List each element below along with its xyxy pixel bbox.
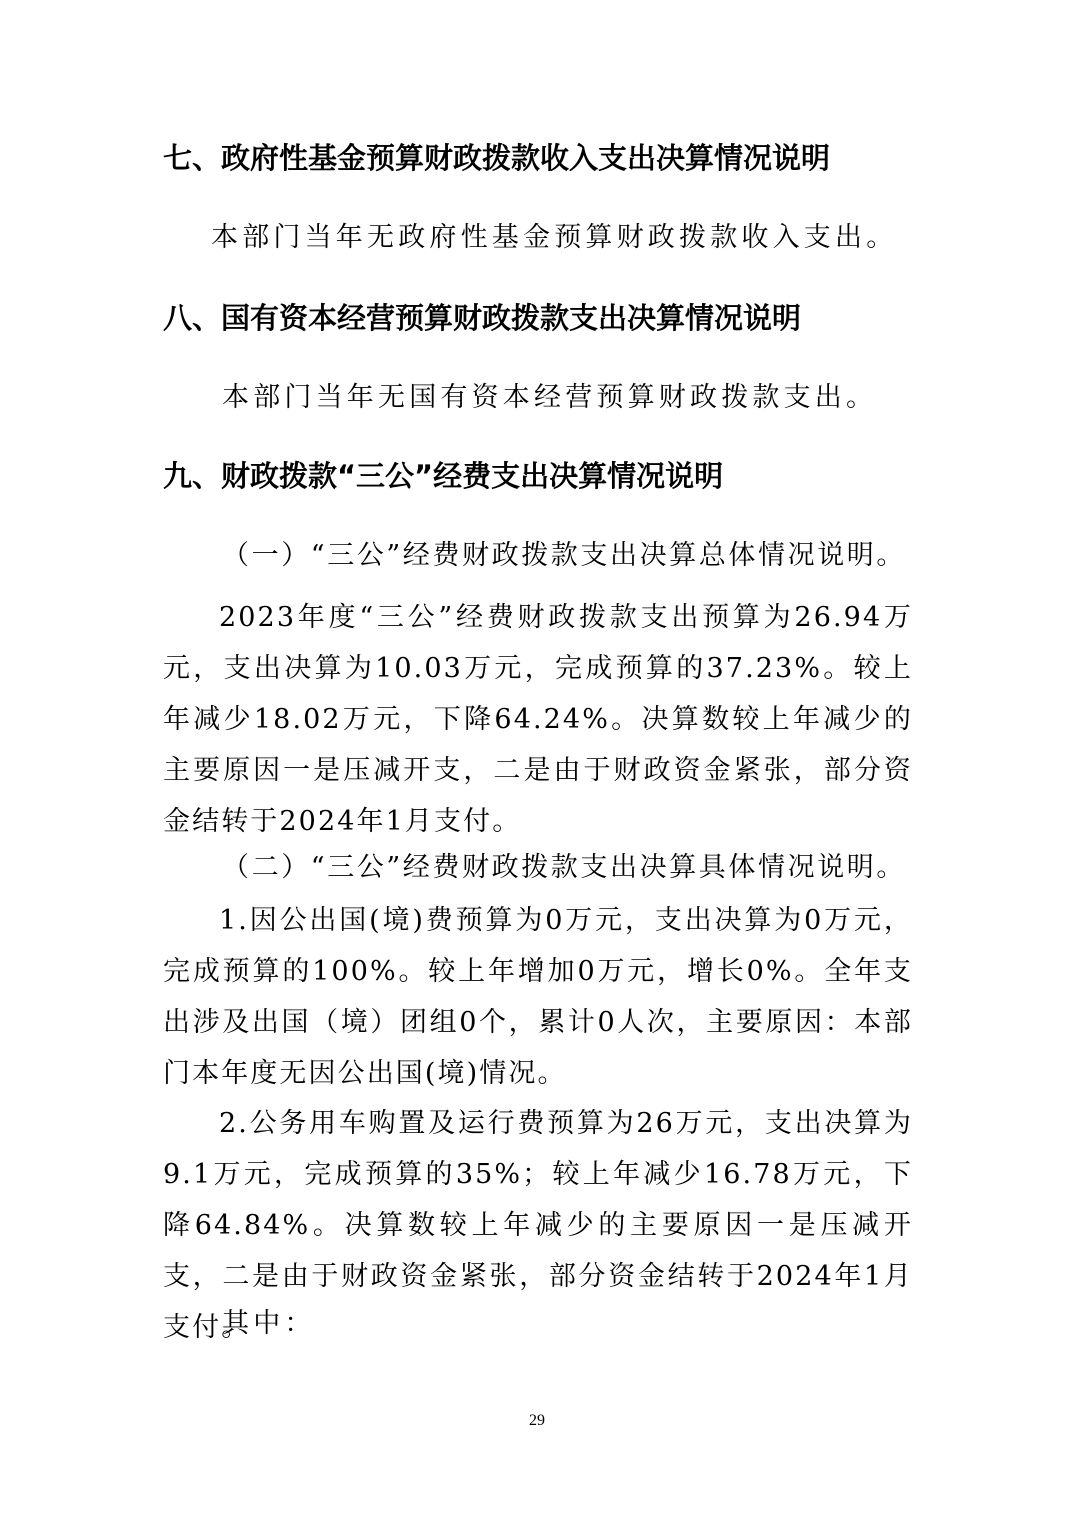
qizhong-label: 其中： [222, 1308, 316, 1339]
section-7-body: 本部门当年无政府性基金预算财政拨款收入支出。 [211, 222, 898, 253]
subsection-2-title: （二）“三公”经费财政拨款支出决算具体情况说明。 [222, 852, 907, 883]
page-number: 29 [529, 1412, 545, 1429]
subsection-1-body: 2023年度“三公”经费财政拨款支出预算为26.94万元，支出决算为10.03万元，完成预算的37.23%。较上年减少18.02万元，下降64.24%。决算数较上年减少的主要原因一是压减开支，二是由于财政资金紧张，部分资金结转于2024年1月支付。 [163, 602, 913, 837]
item-1-paragraph: 1.因公出国(境)费预算为0万元，支出决算为0万元，完成预算的100%。较上年增加0万元，增长0%。全年支出涉及出国（境）团组0个，累计0人次，主要原因：本部门本年度无因公出国(境)情况。 [163, 905, 913, 1089]
item-2-paragraph: 2.公务用车购置及运行费预算为26万元，支出决算为9.1万元，完成预算的35%；较上年减少16.78万元，下降64.84%。决算数较上年减少的主要原因一是压减开支，二是由于财政资金紧张，部分资金结转于2024年1月支付。 [163, 1108, 913, 1343]
section-8-body: 本部门当年无国有资本经营预算财政拨款支出。 [222, 382, 878, 413]
section-7-heading: 七、政府性基金预算财政拨款收入支出决算情况说明 [163, 141, 831, 175]
section-9-heading: 九、财政拨款“三公”经费支出决算情况说明 [163, 459, 724, 493]
subsection-1-title: （一）“三公”经费财政拨款支出决算总体情况说明。 [222, 540, 907, 571]
section-8-heading: 八、国有资本经营预算财政拨款支出决算情况说明 [163, 301, 802, 335]
